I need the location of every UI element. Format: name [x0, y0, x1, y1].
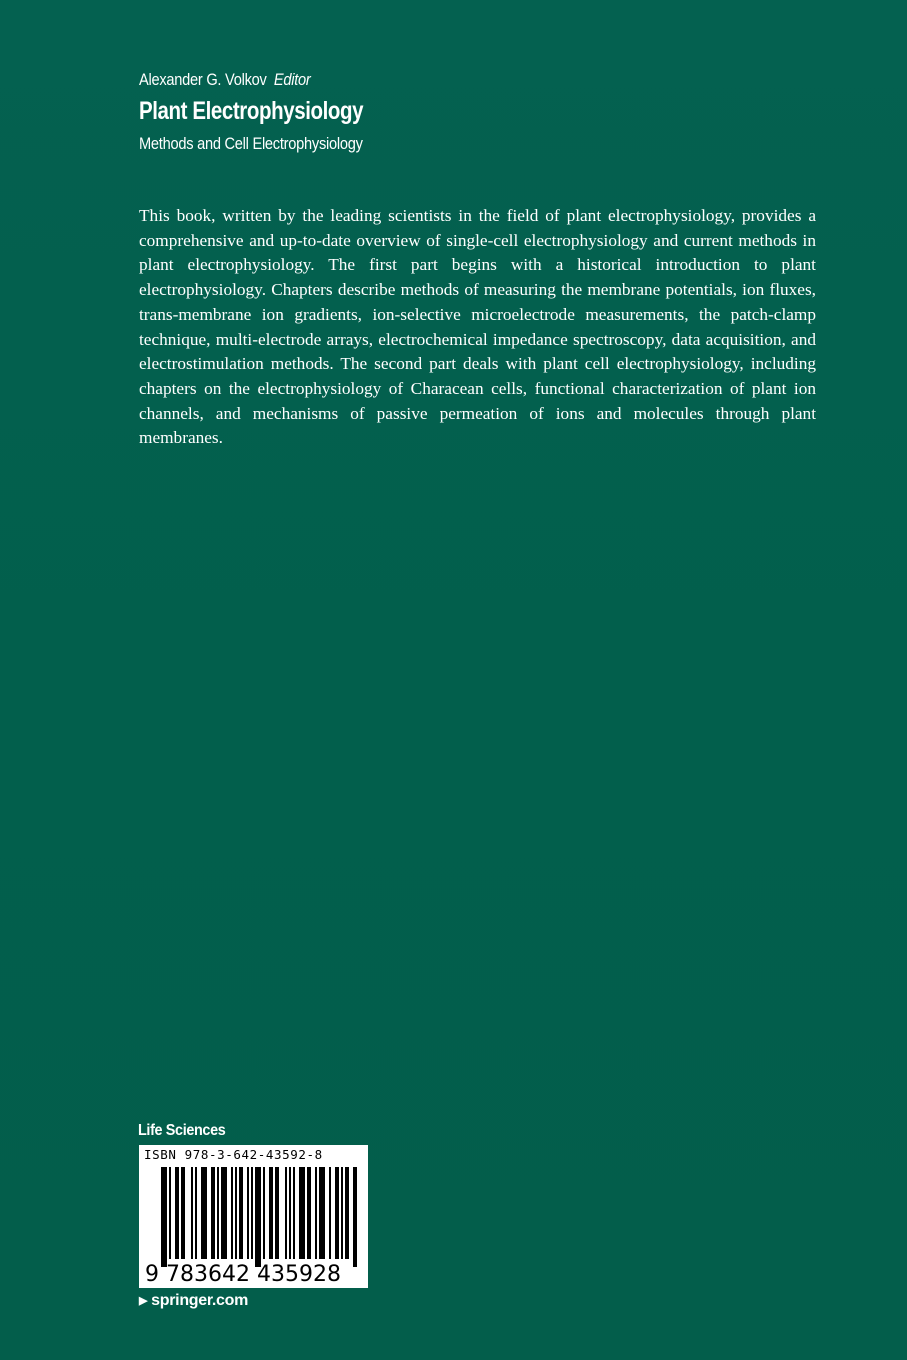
barcode-bar	[309, 1167, 311, 1259]
barcode-bar	[165, 1167, 167, 1267]
barcode-bar	[353, 1167, 355, 1267]
barcode-bar	[255, 1167, 257, 1267]
barcode-bar	[213, 1167, 215, 1259]
barcode-bar	[183, 1167, 185, 1259]
barcode-bar	[235, 1167, 237, 1259]
editor-role: Editor	[273, 70, 311, 89]
barcode-bar	[175, 1167, 177, 1259]
barcode-bar	[315, 1167, 317, 1259]
isbn-label: ISBN 978-3-642-43592-8	[144, 1147, 323, 1162]
barcode-bar	[195, 1167, 197, 1259]
barcode-bar	[163, 1167, 165, 1267]
barcode-bar	[241, 1167, 243, 1259]
barcode-bar	[259, 1167, 261, 1267]
barcode-bar	[247, 1167, 249, 1259]
barcode-bar	[303, 1167, 305, 1259]
barcode-bar	[169, 1167, 171, 1259]
barcode-bar	[231, 1167, 233, 1259]
publisher-link[interactable]	[139, 1292, 248, 1310]
barcode-bar	[285, 1167, 287, 1259]
barcode-bar	[329, 1167, 331, 1259]
barcode-bar	[275, 1167, 277, 1259]
barcode-bar	[263, 1167, 265, 1259]
barcode-bar	[161, 1167, 163, 1267]
ean-digits: 9 783642 435928	[145, 1262, 341, 1287]
barcode-bar	[335, 1167, 337, 1259]
barcode-bar	[257, 1167, 259, 1267]
barcode-bar	[347, 1167, 349, 1259]
barcode-bar	[337, 1167, 339, 1259]
barcode-bar	[293, 1167, 295, 1259]
barcode-bar	[323, 1167, 325, 1259]
editor-line	[139, 70, 310, 90]
barcode-bar	[225, 1167, 227, 1259]
barcode-bar	[223, 1167, 225, 1259]
barcode-bar	[341, 1167, 343, 1259]
barcode-bar	[191, 1167, 193, 1259]
triangle-right-icon: ▶	[139, 1295, 148, 1307]
barcode-bar	[221, 1167, 223, 1259]
book-title: Plant Electrophysiology	[139, 97, 364, 125]
editor-name: Alexander G. Volkov	[139, 70, 267, 89]
barcode-bar	[345, 1167, 347, 1259]
barcode-bar	[201, 1167, 203, 1259]
isbn-barcode	[139, 1145, 368, 1288]
book-description: This book, written by the leading scientists in the field of plant electrophysiology, provides a comprehensive and up-to-date overview of single-cell electrophysiology and current methods in plant electrophysiology. The first part begins with a historical introduction to plant electrophysiology. Chapters describe methods of measuring the membrane potentials, ion fluxes, trans-membrane ion gradients, ion-selective microelectrode measurements, the patch-clamp technique, multi-electrode arrays, electrochemical impedance spectroscopy, data acquisition, and electrostimulation methods. The second part deals with plant cell electrophysiology, including chapters on the electrophysiology of Characean cells, functional characterization of plant ion channels, and mechanisms of passive permeation of ions and molecules through plant membranes.	[139, 206, 816, 448]
barcode-bar	[355, 1167, 357, 1267]
barcode-bar	[307, 1167, 309, 1259]
barcode-bar	[269, 1167, 271, 1259]
barcode-bar	[277, 1167, 279, 1259]
barcode-bar	[239, 1167, 241, 1259]
barcode-bar	[271, 1167, 273, 1259]
barcode-bar	[301, 1167, 303, 1259]
barcode-bar	[217, 1167, 219, 1259]
barcode-bar	[289, 1167, 291, 1259]
barcode-bar	[319, 1167, 321, 1259]
barcode-bar	[321, 1167, 323, 1259]
subject-category: Life Sciences	[138, 1122, 226, 1139]
barcode-bar	[181, 1167, 183, 1259]
barcode-bar	[203, 1167, 205, 1259]
barcode-bar	[177, 1167, 179, 1259]
barcode-bar	[251, 1167, 253, 1259]
barcode-bar	[205, 1167, 207, 1259]
barcode-bar	[299, 1167, 301, 1259]
publisher-url: springer.com	[151, 1292, 249, 1309]
barcode-bar	[211, 1167, 213, 1259]
book-subtitle: Methods and Cell Electrophysiology	[139, 134, 363, 153]
